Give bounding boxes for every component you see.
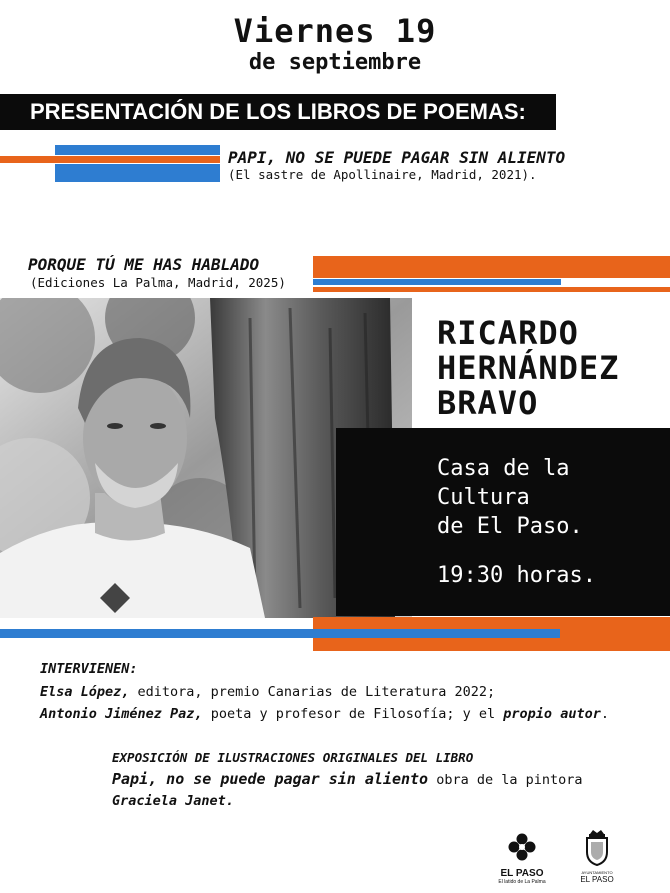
exhibition-line bbox=[112, 770, 583, 788]
presentation-label: PRESENTACIÓN DE LOS LIBROS DE POEMAS: bbox=[30, 99, 526, 124]
speaker-2-end: . bbox=[600, 706, 609, 722]
speaker-2-tail: propio autor bbox=[503, 706, 601, 722]
event-time: 19:30 horas. bbox=[437, 563, 596, 588]
exhibition-painter: Graciela Janet. bbox=[112, 793, 234, 809]
el-paso-logo bbox=[494, 832, 550, 886]
venue-line-3: de El Paso. bbox=[437, 514, 583, 539]
event-month: de septiembre bbox=[248, 50, 422, 75]
el-paso-flower-icon bbox=[494, 832, 550, 864]
stripe-orange-top bbox=[0, 156, 220, 163]
book-2-title: PORQUE TÚ ME HAS HABLADO bbox=[28, 255, 260, 274]
exhibition-heading: EXPOSICIÓN DE ILUSTRACIONES ORIGINALES DEL LIBRO bbox=[112, 750, 474, 765]
venue-line-2: Cultura bbox=[437, 485, 530, 510]
stripe-blue-bottom-2 bbox=[313, 629, 560, 638]
exhibition-text: obra de la pintora bbox=[428, 772, 583, 788]
speaker-2 bbox=[40, 706, 609, 722]
speaker-1-name: Elsa López, bbox=[40, 684, 130, 700]
book-1-details: (El sastre de Apollinaire, Madrid, 2021). bbox=[228, 167, 537, 182]
speaker-1 bbox=[40, 684, 495, 700]
book-2-details: (Ediciones La Palma, Madrid, 2025) bbox=[30, 275, 286, 290]
author-name-line-2: HERNÁNDEZ bbox=[437, 349, 620, 387]
speaker-2-desc: poeta y profesor de Filosofía; y el bbox=[202, 706, 504, 722]
speaker-1-desc: editora, premio Canarias de Literatura 2022; bbox=[129, 684, 496, 700]
el-paso-logo-tagline: El latido de La Palma bbox=[498, 879, 546, 885]
coat-of-arms-icon bbox=[580, 828, 614, 866]
stripe-blue-top bbox=[55, 145, 220, 155]
stripe-orange-mid-2 bbox=[313, 287, 670, 292]
speaker-2-name: Antonio Jiménez Paz, bbox=[40, 706, 203, 722]
author-name-line-1: RICARDO bbox=[437, 314, 579, 352]
book-1-title: PAPI, NO SE PUEDE PAGAR SIN ALIENTO bbox=[228, 148, 566, 167]
ayuntamiento-logo bbox=[580, 828, 614, 884]
ayuntamiento-logo-label: AYUNTAMIENTO bbox=[581, 870, 613, 875]
el-paso-logo-name: EL PASO bbox=[500, 868, 544, 879]
ayuntamiento-logo-name: EL PASO bbox=[580, 875, 614, 884]
exhibition-book: Papi, no se puede pagar sin aliento bbox=[112, 770, 429, 788]
stripe-blue-mid bbox=[313, 279, 561, 285]
speakers-heading: INTERVIENEN: bbox=[40, 661, 138, 677]
stripe-blue-top-2 bbox=[55, 164, 220, 182]
author-name-line-3: BRAVO bbox=[437, 384, 539, 422]
event-day: Viernes 19 bbox=[233, 12, 437, 50]
venue-line-1: Casa de la bbox=[437, 456, 570, 481]
stripe-orange-mid bbox=[313, 256, 670, 278]
